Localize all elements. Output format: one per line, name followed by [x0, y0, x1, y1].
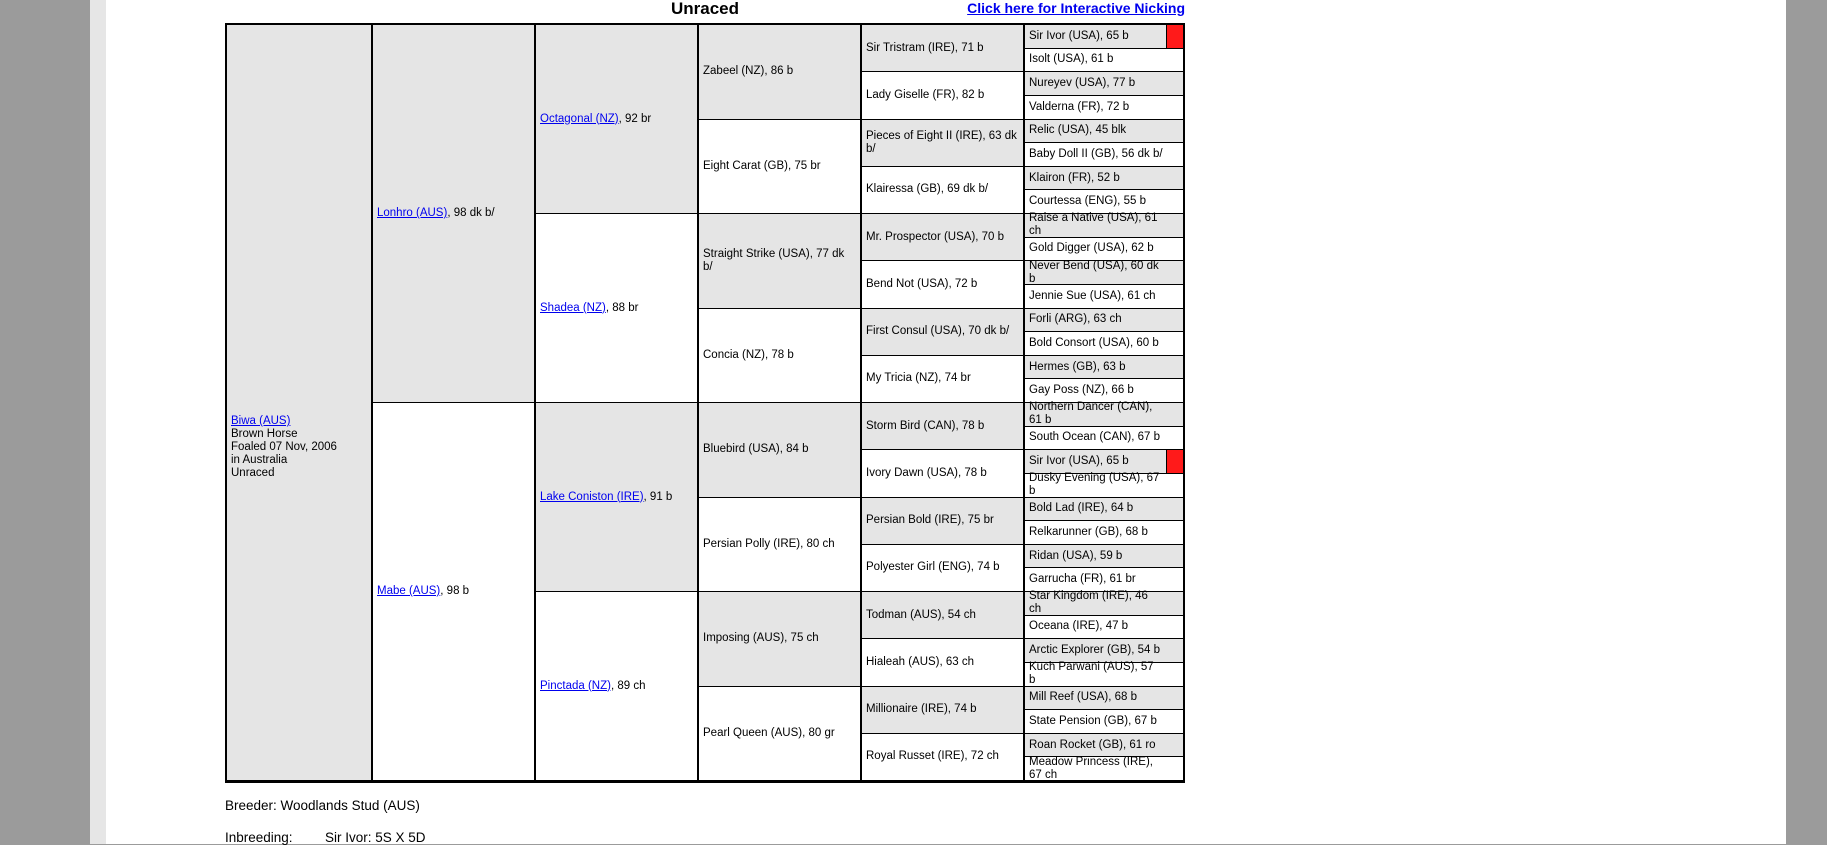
gen5-cell [1025, 238, 1183, 262]
gen5-name: Never Bend (USA), 60 dk b [1029, 259, 1159, 285]
horse-info: , 89 ch [610, 679, 646, 692]
subject-foaled: Foaled 07 Nov, 2006 [231, 441, 337, 453]
gen5-name: Bold Lad (IRE), 64 b [1029, 502, 1134, 515]
gen1-dam-cell [373, 403, 536, 781]
gen3-cell: Concia (NZ), 78 b [699, 309, 862, 404]
gen3-cell: Pearl Queen (AUS), 80 gr [699, 687, 862, 782]
gen4-cell: Pieces of Eight II (IRE), 63 dk b/ [862, 120, 1025, 167]
gen4-cell: Royal Russet (IRE), 72 ch [862, 734, 1025, 781]
gen5-name: Jennie Sue (USA), 61 ch [1029, 289, 1156, 302]
horse-link[interactable]: Lonhro (AUS) [377, 207, 448, 219]
gen5-cell [1025, 734, 1183, 758]
gen5-name: Bold Consort (USA), 60 b [1029, 336, 1159, 349]
pedigree-table [225, 23, 1185, 783]
gen5-cell [1025, 96, 1183, 120]
subject-cell [227, 25, 373, 781]
gen5-cell [1025, 474, 1183, 498]
breeder-info: Breeder: Woodlands Stud (AUS) [225, 798, 420, 813]
horse-link[interactable]: Shadea (NZ) [540, 301, 606, 314]
gen5-name: South Ocean (CAN), 67 b [1029, 431, 1161, 444]
gen5-cell [1025, 592, 1183, 616]
inbreeding-marker [1166, 25, 1183, 48]
horse-info: , 98 b [440, 585, 470, 597]
gen5-cell [1025, 25, 1183, 49]
gen4-cell: Sir Tristram (IRE), 71 b [862, 25, 1025, 72]
gen5-name: Klairon (FR), 52 b [1029, 171, 1120, 184]
gen4-cell: Hialeah (AUS), 63 ch [862, 639, 1025, 686]
gen5-name: Valderna (FR), 72 b [1029, 100, 1130, 113]
gen3-cell: Imposing (AUS), 75 ch [699, 592, 862, 687]
gen4-cell: Polyester Girl (ENG), 74 b [862, 545, 1025, 592]
subject-status: Unraced [231, 467, 275, 479]
interactive-nicking-link[interactable]: Click here for Interactive Nicking [967, 0, 1185, 16]
gen4-cell: Millionaire (IRE), 74 b [862, 687, 1025, 734]
gen4-cell: Lady Giselle (FR), 82 b [862, 72, 1025, 119]
gen5-name: Courtessa (ENG), 55 b [1029, 195, 1146, 208]
gen5-cell [1025, 379, 1183, 403]
gen4-cell: Bend Not (USA), 72 b [862, 261, 1025, 308]
gen5-name: Gold Digger (USA), 62 b [1029, 242, 1154, 255]
gen5-cell [1025, 498, 1183, 522]
gen5-name: Arctic Explorer (GB), 54 b [1029, 644, 1161, 657]
horse-link[interactable]: Octagonal (NZ) [540, 112, 619, 125]
subject-horse-link[interactable]: Biwa (AUS) [231, 415, 291, 427]
gen5-cell [1025, 214, 1183, 238]
page-title: Unraced [670, 0, 740, 18]
inbreeding-value: Sir Ivor: 5S X 5D [325, 830, 426, 845]
gen3-cell: Bluebird (USA), 84 b [699, 403, 862, 498]
gen5-name: Ridan (USA), 59 b [1029, 549, 1123, 562]
gen5-name: Sir Ivor (USA), 65 b [1029, 455, 1129, 468]
gen5-cell [1025, 663, 1183, 687]
gen5-name: Dusky Evening (USA), 67 b [1029, 472, 1160, 498]
gen5-cell [1025, 757, 1183, 781]
gen5-name: Mill Reef (USA), 68 b [1029, 691, 1138, 704]
gen5-name: Baby Doll II (GB), 56 dk b/ [1029, 147, 1163, 160]
gen5-cell [1025, 167, 1183, 191]
inbreeding-marker [1166, 450, 1183, 473]
gen5-name: State Pension (GB), 67 b [1029, 714, 1157, 727]
gen5-name: Gay Poss (NZ), 66 b [1029, 384, 1134, 397]
gen5-name: Northern Dancer (CAN), 61 b [1029, 401, 1153, 427]
gen4-cell: Storm Bird (CAN), 78 b [862, 403, 1025, 450]
gen5-name: Oceana (IRE), 47 b [1029, 620, 1129, 633]
gen5-cell [1025, 190, 1183, 214]
gen5-name: Relic (USA), 45 blk [1029, 124, 1127, 137]
page-left-margin [90, 0, 106, 844]
gen5-name: Raise a Native (USA), 61 ch [1029, 212, 1158, 238]
gen2-cell [536, 25, 699, 214]
gen5-cell [1025, 285, 1183, 309]
gen3-cell: Eight Carat (GB), 75 br [699, 120, 862, 215]
horse-info: , 98 dk b/ [447, 207, 495, 219]
gen1-sire-cell [373, 25, 536, 403]
gen3-cell: Zabeel (NZ), 86 b [699, 25, 862, 120]
gen5-cell [1025, 687, 1183, 711]
gen5-cell [1025, 710, 1183, 734]
horse-info: , 88 br [605, 301, 639, 314]
gen5-cell [1025, 450, 1183, 474]
gen4-cell: Mr. Prospector (USA), 70 b [862, 214, 1025, 261]
gen5-cell [1025, 143, 1183, 167]
gen5-name: Hermes (GB), 63 b [1029, 360, 1126, 373]
gen4-cell: First Consul (USA), 70 dk b/ [862, 309, 1025, 356]
gen4-cell: My Tricia (NZ), 74 br [862, 356, 1025, 403]
gen5-name: Meadow Princess (IRE), 67 ch [1029, 755, 1153, 781]
gen5-name: Kuch Parwani (AUS), 57 b [1029, 661, 1154, 687]
gen4-cell: Persian Bold (IRE), 75 br [862, 498, 1025, 545]
gen2-cell [536, 214, 699, 403]
gen4-cell: Todman (AUS), 54 ch [862, 592, 1025, 639]
gen5-name: Nureyev (USA), 77 b [1029, 77, 1136, 90]
gen2-cell [536, 403, 699, 592]
horse-info: , 92 br [618, 112, 652, 125]
gen5-cell [1025, 639, 1183, 663]
subject-country: in Australia [231, 454, 288, 466]
gen5-cell [1025, 49, 1183, 73]
subject-sex: Brown Horse [231, 428, 298, 440]
horse-link[interactable]: Mabe (AUS) [377, 585, 441, 597]
gen5-cell [1025, 568, 1183, 592]
gen5-name: Star Kingdom (IRE), 46 ch [1029, 590, 1148, 616]
horse-info: , 91 b [643, 490, 673, 503]
gen5-cell [1025, 545, 1183, 569]
gen5-name: Garrucha (FR), 61 br [1029, 573, 1136, 586]
gen5-cell [1025, 261, 1183, 285]
gen5-cell [1025, 616, 1183, 640]
horse-link[interactable]: Pinctada (NZ) [540, 679, 611, 692]
gen5-name: Roan Rocket (GB), 61 ro [1029, 738, 1156, 751]
gen4-cell: Klairessa (GB), 69 dk b/ [862, 167, 1025, 214]
gen3-cell: Straight Strike (USA), 77 dk b/ [699, 214, 862, 309]
gen5-cell [1025, 427, 1183, 451]
gen5-cell [1025, 72, 1183, 96]
gen4-cell: Ivory Dawn (USA), 78 b [862, 450, 1025, 497]
inbreeding-label: Inbreeding: [225, 830, 293, 845]
gen5-cell [1025, 332, 1183, 356]
gen5-cell [1025, 120, 1183, 144]
gen5-cell [1025, 403, 1183, 427]
horse-link[interactable]: Lake Coniston (IRE) [540, 490, 644, 503]
gen5-cell [1025, 356, 1183, 380]
gen5-name: Isolt (USA), 61 b [1029, 53, 1114, 66]
gen5-cell [1025, 309, 1183, 333]
gen5-name: Relkarunner (GB), 68 b [1029, 525, 1148, 538]
gen2-cell [536, 592, 699, 781]
gen5-name: Sir Ivor (USA), 65 b [1029, 29, 1129, 42]
gen5-name: Forli (ARG), 63 ch [1029, 313, 1122, 326]
gen5-cell [1025, 521, 1183, 545]
gen3-cell: Persian Polly (IRE), 80 ch [699, 498, 862, 593]
